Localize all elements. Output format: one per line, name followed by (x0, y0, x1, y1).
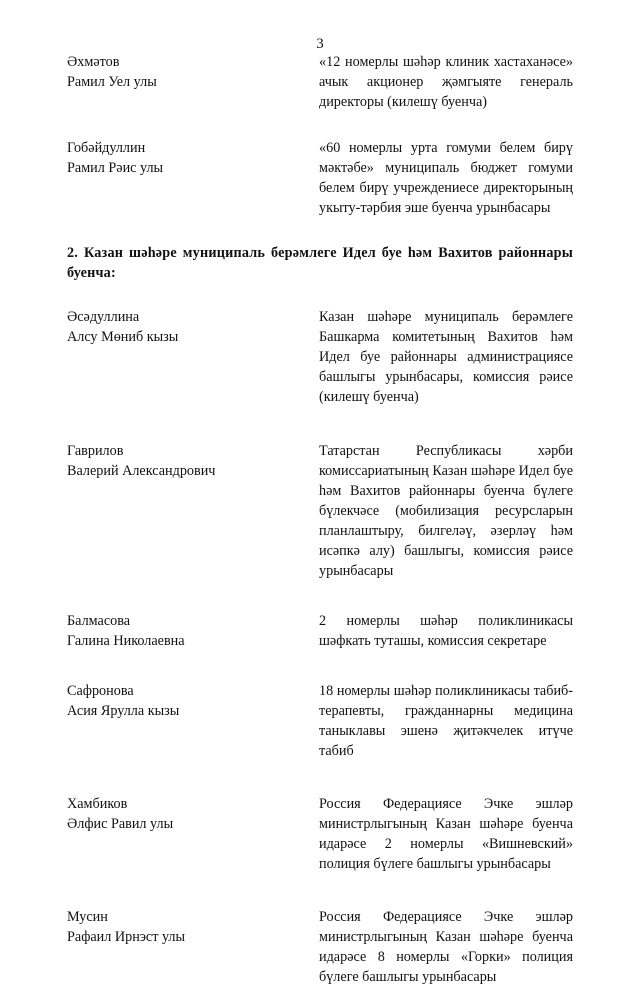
member-name (67, 441, 282, 581)
member-surname: Хамбиков (67, 796, 128, 812)
member-position: Россия Федерациясе Эчке эшләр министрлыгының Казан шәһәре буенча идарәсе 8 номерлы «Горки» полиция бүлеге башлыгы урынбасары (319, 909, 573, 985)
member-given-names: Рафаил Ирнэст улы (67, 929, 186, 945)
member-surname: Сафронова (67, 683, 134, 699)
member-entry (67, 681, 573, 761)
member-given-names: Әлфис Равил улы (67, 816, 174, 832)
member-position: 2 номерлы шәһәр поликлиникасы шәфкать туташы, комиссия секретаре (319, 613, 573, 649)
member-position: 18 номерлы шәһәр поликлиникасы табиб-терапевты, гражданнарны медицина таныклавы эшенә җитәкчелек итүче табиб (319, 683, 573, 759)
member-surname: Гаврилов (67, 443, 124, 459)
member-position: «60 номерлы урта гомуми белем бирү мәктәбе» муниципаль бюджет гомуми белем бирү учреждениесе директорының укыту-тәрбия эше буенча урынбасары (319, 140, 573, 216)
member-given-names: Рамил Уел улы (67, 74, 157, 90)
member-name (67, 611, 282, 651)
member-entry (67, 794, 573, 874)
member-name (67, 52, 282, 112)
member-position: Татарстан Республикасы хәрби комиссариатының Казан шәһәре Идел буе һәм Вахитов районнары буенча бүлеге бүлекчәсе (мобилизация ресурсларын планлаштыру, билгеләү, әзерләү һәм исәпкә алу) башлыгы, комиссия рәисе урынбасары (319, 443, 573, 579)
member-name (67, 794, 282, 874)
member-surname: Балмасова (67, 613, 131, 629)
document-body (67, 52, 573, 987)
member-surname: Әсәдуллина (67, 309, 140, 325)
member-given-names: Асия Ярулла кызы (67, 703, 180, 719)
member-entry (67, 138, 573, 218)
member-position: Россия Федерациясе Эчке эшләр министрлыгының Казан шәһәре буенча идарәсе 2 номерлы «Вишневский» полиция бүлеге башлыгы урынбасары (319, 796, 573, 872)
member-given-names: Алсу Мөниб кызы (67, 329, 179, 345)
member-entry (67, 611, 573, 651)
member-surname: Әхмәтов (67, 54, 120, 70)
member-position: Казан шәһәре муниципаль берәмлеге Башкарма комитетының Вахитов һәм Идел буе районнары администрациясе башлыгы урынбасары, комиссия рәисе (килешү буенча) (319, 309, 573, 405)
page-number: 3 (316, 36, 324, 52)
member-entry (67, 307, 573, 407)
member-given-names: Валерий Александрович (67, 463, 216, 479)
member-name (67, 307, 282, 407)
member-entry (67, 907, 573, 987)
member-name (67, 138, 282, 218)
section-heading: 2. Казан шәһәре муниципаль берәмлеге Идел буе һәм Вахитов районнары буенча: (67, 245, 573, 281)
member-surname: Мусин (67, 909, 108, 925)
member-name (67, 907, 282, 987)
member-position: «12 номерлы шәһәр клиник хастаханәсе» ачык акционер җәмгыяте генераль директоры (килешү буенча) (319, 54, 573, 110)
member-surname: Гобәйдуллин (67, 140, 146, 156)
member-given-names: Галина Николаевна (67, 633, 185, 649)
member-name (67, 681, 282, 761)
member-given-names: Рамил Рәис улы (67, 160, 164, 176)
member-entry (67, 52, 573, 112)
member-entry (67, 441, 573, 581)
